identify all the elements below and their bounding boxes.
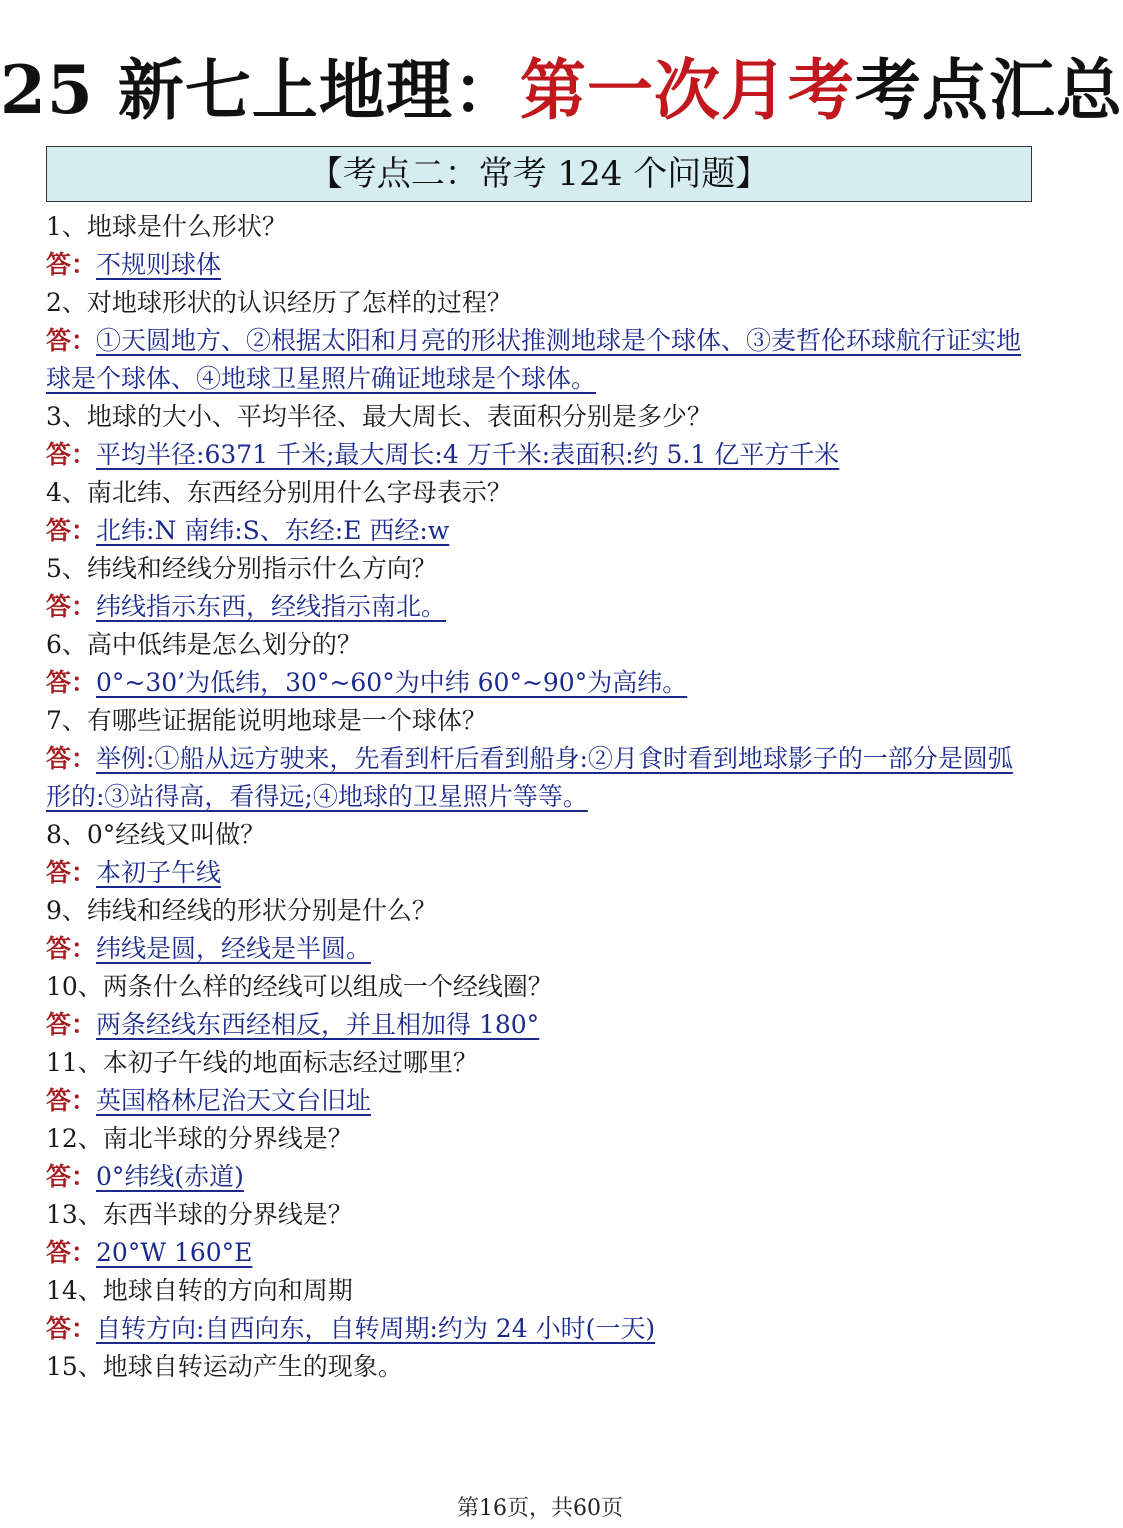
answer — [46, 588, 1036, 626]
question: 14、地球自转的方向和周期 — [46, 1276, 353, 1305]
answer — [46, 436, 1036, 474]
answer — [46, 664, 1036, 702]
page-number: 第16页，共60页 — [457, 1496, 623, 1521]
answer — [46, 1310, 1036, 1348]
answer-text: 20°W 160°E — [96, 1238, 253, 1267]
answer-label: 答： — [46, 1010, 97, 1039]
question: 4、南北纬、东西经分别用什么字母表示？ — [46, 478, 512, 507]
title-suffix: 考点汇总 — [854, 51, 1123, 129]
answer-text: 0°纬线(赤道) — [96, 1162, 244, 1191]
section-banner: 【考点二：常考 124 个问题】 — [46, 146, 1032, 202]
question: 13、东西半球的分界线是？ — [46, 1200, 353, 1229]
page-title — [0, 40, 1123, 140]
answer — [46, 1082, 1036, 1120]
question: 7、有哪些证据能说明地球是一个球体？ — [46, 706, 487, 735]
question: 15、地球自转运动产生的现象。 — [46, 1352, 403, 1381]
answer — [46, 1234, 1036, 1272]
answer-label: 答： — [46, 592, 97, 621]
answer-text: 0°~30’为低纬，30°~60°为中纬 60°~90°为高纬。 — [96, 668, 688, 697]
answer — [46, 930, 1036, 968]
answer-label: 答： — [46, 440, 97, 469]
answer-text: 纬线是圆，经线是半圆。 — [96, 934, 372, 963]
question: 3、地球的大小、平均半径、最大周长、表面积分别是多少？ — [46, 402, 712, 431]
title-prefix: 25 新七上地理： — [0, 51, 520, 129]
answer-label: 答： — [46, 516, 97, 545]
answer — [46, 740, 1036, 816]
answer-text: 举例:①船从远方驶来，先看到杆后看到船身:②月食时看到地球影子的一部分是圆弧形的:③站得高，看得远;④地球的卫星照片等等。 — [46, 744, 1013, 811]
answer-text: 北纬:N 南纬:S、东经:E 西经:w — [96, 516, 450, 545]
answer-text: 自转方向:自西向东，自转周期:约为 24 小时(一天) — [96, 1314, 656, 1343]
answer — [46, 854, 1036, 892]
question: 11、本初子午线的地面标志经过哪里？ — [46, 1048, 478, 1077]
answer — [46, 246, 1036, 284]
answer-label: 答： — [46, 1086, 97, 1115]
question: 8、0°经线又叫做？ — [46, 820, 266, 849]
answer-text: 平均半径:6371 千米;最大周长:4 万千米:表面积:约 5.1 亿平方千米 — [96, 440, 840, 469]
question: 12、南北半球的分界线是？ — [46, 1124, 353, 1153]
qa-list — [46, 208, 1036, 1386]
answer — [46, 322, 1036, 398]
answer — [46, 1006, 1036, 1044]
answer-text: 不规则球体 — [96, 250, 222, 279]
answer-text: 本初子午线 — [96, 858, 222, 887]
question: 1、地球是什么形状？ — [46, 212, 287, 241]
question: 9、纬线和经线的形状分别是什么？ — [46, 896, 437, 925]
answer-label: 答： — [46, 668, 97, 697]
answer-text: 两条经线东西经相反，并且相加得 180° — [96, 1010, 540, 1039]
question: 2、对地球形状的认识经历了怎样的过程？ — [46, 288, 512, 317]
answer-text: 纬线指示东西，经线指示南北。 — [96, 592, 447, 621]
question: 10、两条什么样的经线可以组成一个经线圈？ — [46, 972, 553, 1001]
answer — [46, 512, 1036, 550]
answer-label: 答： — [46, 1238, 97, 1267]
answer-text: 英国格林尼治天文台旧址 — [96, 1086, 372, 1115]
answer-label: 答： — [46, 744, 97, 773]
title-highlight: 第一次月考 — [519, 51, 855, 129]
answer-label: 答： — [46, 250, 97, 279]
question: 6、高中低纬是怎么划分的？ — [46, 630, 362, 659]
answer-label: 答： — [46, 326, 97, 355]
answer — [46, 1158, 1036, 1196]
answer-label: 答： — [46, 1314, 97, 1343]
answer-label: 答： — [46, 1162, 97, 1191]
answer-text: ①天圆地方、②根据太阳和月亮的形状推测地球是个球体、③麦哲伦环球航行证实地球是个球体、④地球卫星照片确证地球是个球体。 — [46, 326, 1022, 393]
answer-label: 答： — [46, 934, 97, 963]
answer-label: 答： — [46, 858, 97, 887]
question: 5、纬线和经线分别指示什么方向？ — [46, 554, 437, 583]
